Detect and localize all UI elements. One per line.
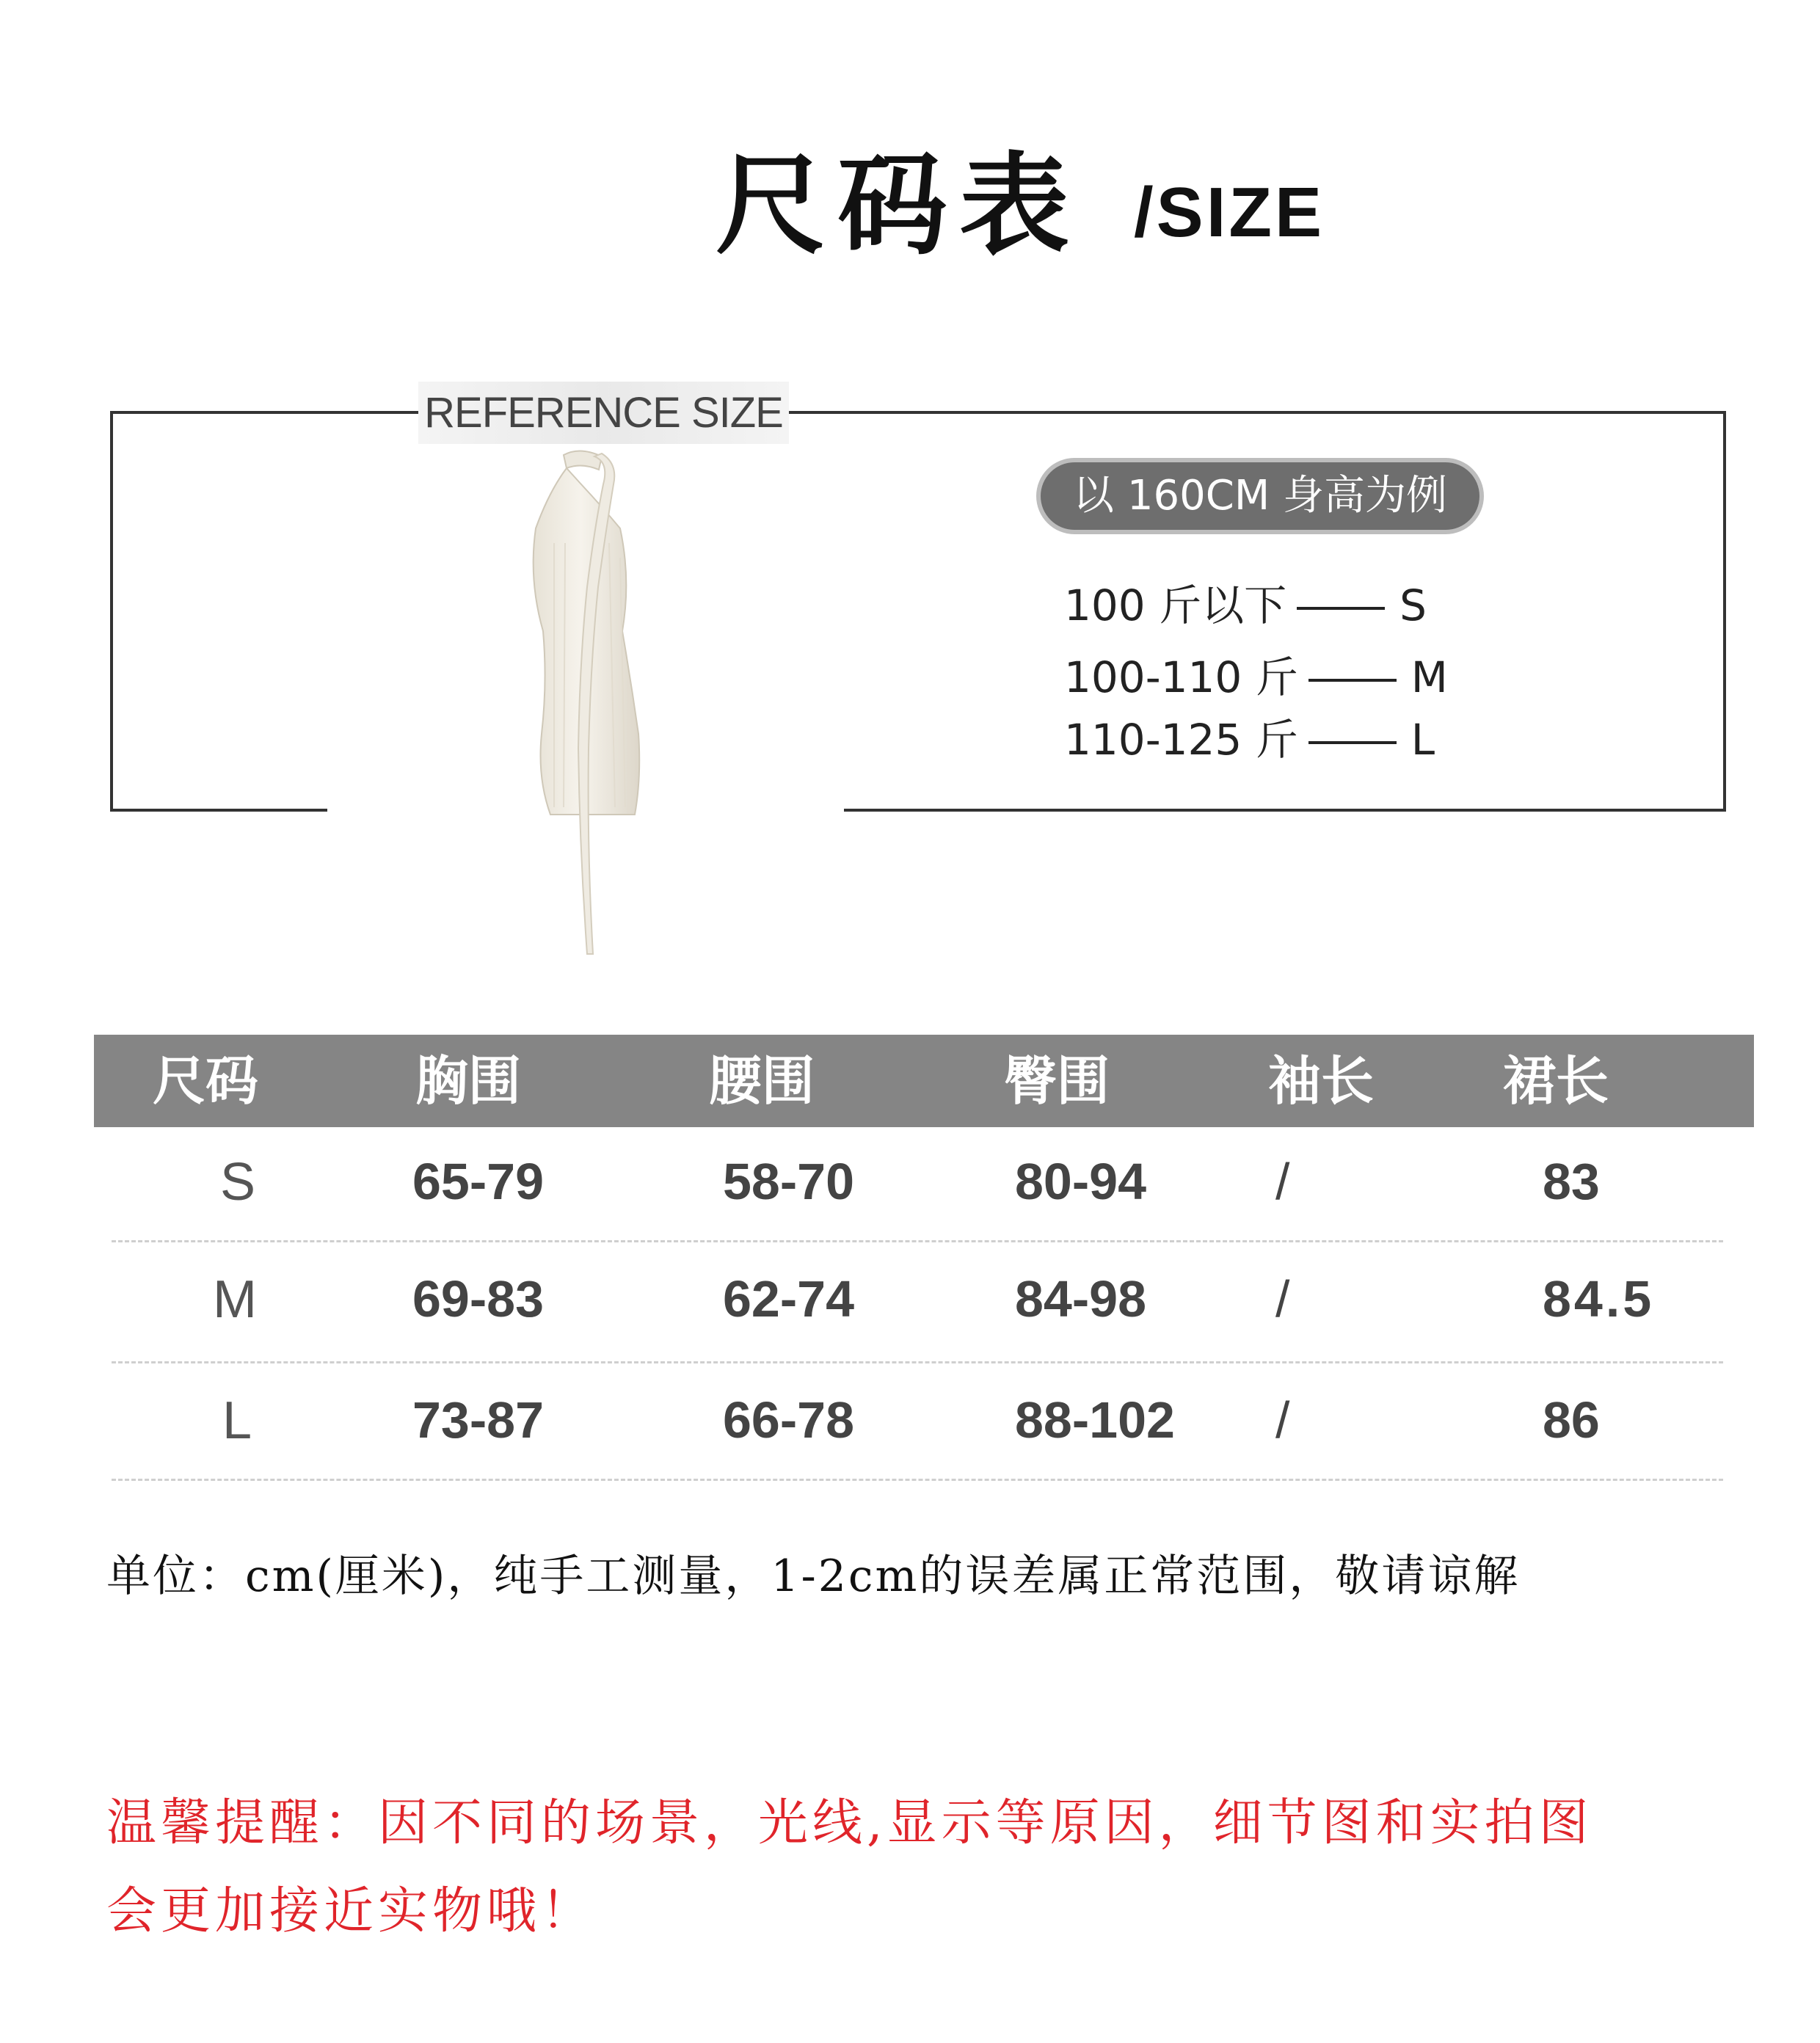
cell-length: 86 [1543, 1391, 1600, 1449]
table-row [0, 1270, 1820, 1391]
cell-size: M [213, 1270, 257, 1329]
weight-size: L [1410, 715, 1435, 765]
unit-note: 单位：cm(厘米)，纯手工测量，1-2cm的误差属正常范围，敬请谅解 [106, 1551, 1521, 1602]
cell-hip: 80-94 [1015, 1153, 1147, 1210]
row-divider [112, 1240, 1723, 1242]
dress-image [484, 440, 675, 969]
cell-bust: 65-79 [412, 1153, 545, 1210]
warm-reminder-line1: 温馨提醒：因不同的场景，光线,显示等原因，细节图和实拍图 [106, 1794, 1593, 1852]
row-divider [112, 1479, 1723, 1481]
row-divider [112, 1361, 1723, 1363]
header-sleeve: 袖长 [1268, 1050, 1375, 1112]
cell-bust: 69-83 [412, 1270, 545, 1328]
title-chinese: 尺码表 [716, 141, 1082, 270]
page-title [0, 132, 1820, 279]
cell-sleeve: / [1275, 1153, 1290, 1210]
cell-length: 83 [1543, 1153, 1600, 1210]
reference-size-label: REFERENCE SIZE [418, 382, 789, 444]
title-english: /SIZE [1134, 173, 1325, 252]
cell-size: S [220, 1153, 256, 1212]
cell-size: L [222, 1391, 252, 1450]
cell-hip: 88-102 [1015, 1391, 1175, 1449]
size-table-header [94, 1035, 1754, 1127]
weight-range: 100-110 斤 [1064, 652, 1298, 702]
header-waist: 腰围 [709, 1050, 815, 1112]
header-length: 裙长 [1503, 1050, 1609, 1112]
cell-hip: 84-98 [1015, 1270, 1147, 1328]
cell-length: 84.5 [1543, 1270, 1655, 1328]
table-row [0, 1152, 1820, 1273]
cell-sleeve: / [1275, 1270, 1290, 1328]
cell-waist: 62-74 [723, 1270, 855, 1328]
cell-sleeve: / [1275, 1391, 1290, 1449]
weight-row-m [1064, 648, 1448, 707]
weight-range: 100 斤以下 [1064, 580, 1287, 630]
table-row [0, 1391, 1820, 1512]
weight-row-s [1064, 576, 1427, 635]
weight-row-l [1064, 710, 1435, 769]
header-size: 尺码 [153, 1050, 259, 1112]
warm-reminder-line2: 会更加接近实物哦！ [106, 1882, 596, 1940]
weight-size: M [1410, 652, 1448, 702]
header-hip: 臀围 [1004, 1050, 1110, 1112]
cell-waist: 66-78 [723, 1391, 855, 1449]
weight-size: S [1399, 580, 1427, 630]
cell-waist: 58-70 [723, 1153, 855, 1210]
cell-bust: 73-87 [412, 1391, 545, 1449]
header-bust: 胸围 [415, 1050, 522, 1112]
height-note-badge: 以 160CM 身高为例 [1041, 462, 1479, 530]
weight-range: 110-125 斤 [1064, 715, 1298, 765]
